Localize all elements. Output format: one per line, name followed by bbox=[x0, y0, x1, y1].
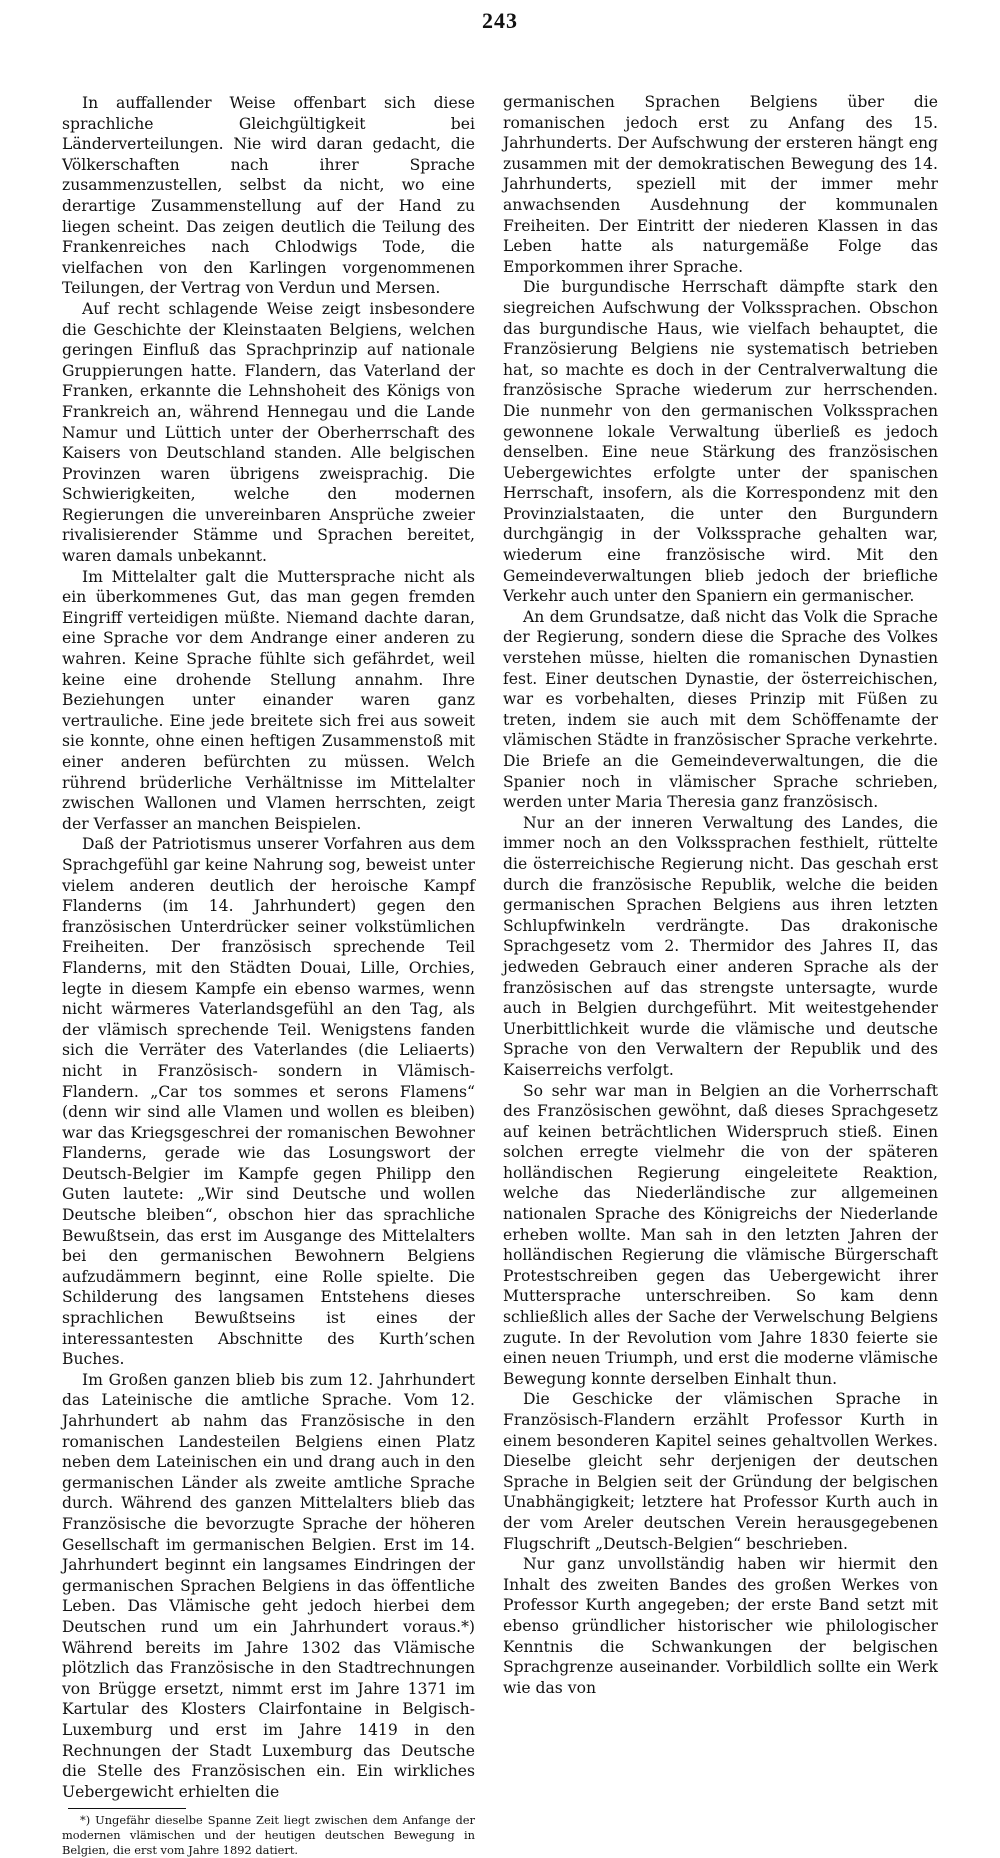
paragraph: Die burgundische Herrschaft dämpfte stark den siegreichen Aufschwung der Volkssprachen. Obschon das burgundische Haus, wie vielfach behauptet, die Französierung Belgiens nie systematisch betrieben hat, so machte es doch in der Centralverwaltung die französische Sprache wiederum zur herrschenden. Die nunmehr von den germanischen Volkssprachen gewonnene lokale Verwaltung überließ es jedoch denselben. Eine neue Stärkung des französischen Uebergewichtes erfolgte unter der spanischen Herrschaft, insofern, als die Korrespondenz mit den Provinzialstaaten, die unter den Burgundern durchgängig in der Volkssprache gehalten war, wiederum eine französische wird. Mit den Gemeindeverwaltungen blieb jedoch der briefliche Verkehr auch unter den Spaniern ein germanischer. bbox=[503, 278, 938, 606]
paragraph: Nur an der inneren Verwaltung des Landes, die immer noch an den Volkssprachen festhielt, rüttelte die österreichische Regierung nicht. Das geschah erst durch die französische Republik, welche die beiden germanischen Sprachen Belgiens aus ihren letzten Schlupfwinkeln verdrängte. Das drakonische Sprachgesetz vom 2. Thermidor des Jahres II, das jedweden Gebrauch einer anderen Sprache als der französischen auf das strengste untersagte, wurde auch in Belgien durchgeführt. Mit weitestgehender Unerbittlichkeit wurde die vlämische und deutsche Sprache von den Verwaltern der Republik und des Kaiserreichs verfolgt. bbox=[503, 813, 938, 1079]
paragraph: Auf recht schlagende Weise zeigt insbesondere die Geschichte der Kleinstaaten Belgiens, welchen geringen Einfluß das Sprachprinzip auf nationale Gruppierungen hatte. Flandern, das Vaterland der Franken, erkannte die Lehnshoheit des Königs von Frankreich an, während Hennegau und die Lande Namur und Lüttich unter der Oberherrschaft des Kaisers von Deutschland standen. Alle belgischen Provinzen waren übrigens zweisprachig. Die Schwierigkeiten, welche den modernen Regierungen die unvereinbaren Ansprüche zweier rivalisierender Stämme und Sprachen bereitet, waren damals unbekannt. bbox=[62, 299, 475, 566]
paragraph: Im Großen ganzen blieb bis zum 12. Jahrhundert das Lateinische die amtliche Sprache. Vom 12. Jahrhundert ab nahm das Französische in den romanischen Landesteilen Belgiens einen Platz neben dem Lateinischen ein und drang auch in den germanischen Länder als zweite amtliche Sprache durch. Während des ganzen Mittelalters blieb das Französische die bevorzugte Sprache der höheren Gesellschaft im germanischen Belgien. Erst im 14. Jahrhundert beginnt ein langsames Eindringen der germanischen Sprachen Belgiens in das öffentliche Leben. Das Vlämische geht jedoch hierbei dem Deutschen rund um ein Jahrhundert voraus.*) Während bereits im Jahre 1302 das Vlämische plötzlich das Französische in den Stadtrechnungen von Brügge ersetzt, nimmt erst im Jahre 1371 im Kartular des Klosters Clairfontaine in Belgisch-Luxemburg und erst im Jahre 1419 in den Rechnungen der Stadt Luxemburg das Deutsche die Stelle des Französischen ein. Ein wirkliches Uebergewicht erhielten die bbox=[62, 1370, 475, 1801]
footnote: *) Ungefähr dieselbe Spanne Zeit liegt zwischen dem Anfange der modernen vlämischen und der heutigen deutschen Bewegung in Belgien, die erst vom Jahre 1892 datiert. bbox=[62, 1813, 475, 1858]
paragraph: Die Geschicke der vlämischen Sprache in Französisch-Flandern erzählt Professor Kurth in einem besonderen Kapitel seines gehaltvollen Werkes. Dieselbe gleicht sehr derjenigen der deutschen Sprache in Belgien seit der Gründung der belgischen Unabhängigkeit; letztere hat Professor Kurth auch in der vom Areler deutschen Verein herausgegebenen Flugschrift „Deutsch-Belgien“ beschrieben. bbox=[503, 1390, 938, 1553]
right-column bbox=[503, 92, 938, 1698]
paragraph: So sehr war man in Belgien an die Vorherrschaft des Französischen gewöhnt, daß dieses Sprachgesetz auf keinen beträchtlichen Widerspruch stieß. Einen solchen erregte vielmehr die von der späteren holländischen Regierung eingeleitete Reaktion, welche das Niederländische zur allgemeinen nationalen Sprache des Königreichs der Niederlande erheben wollte. Man sah in den letzten Jahren der holländischen Regierung die vlämische Bürgerschaft Protestschreiben gegen das Uebergewicht ihrer Muttersprache unterschreiben. So kam denn schließlich alles der Sache der Verwelschung Belgiens zugute. In der Revolution vom Jahre 1830 feierte sie einen neuen Triumph, und erst die moderne vlämische Bewegung konnte derselben Einhalt thun. bbox=[503, 1081, 938, 1388]
left-column bbox=[62, 93, 475, 1858]
footnote-divider bbox=[68, 1808, 186, 1809]
page-number: 243 bbox=[482, 8, 518, 33]
paragraph: Im Mittelalter galt die Muttersprache nicht als ein überkommenes Gut, das man gegen fremden Eingriff verteidigen müßte. Niemand dachte daran, eine Sprache vor dem Andrange einer anderen zu wahren. Keine Sprache fühlte sich gefährdet, weil keine eine drohende Stellung annahm. Ihre Beziehungen unter einander waren ganz vertrauliche. Eine jede breitete sich frei aus soweit sie konnte, ohne einen heftigen Zusammenstoß mit einer anderen befürchten zu müssen. Welch rührend brüderliche Verhältnisse im Mittelalter zwischen Wallonen und Vlamen herrschten, zeigt der Verfasser an manchen Beispielen. bbox=[62, 567, 475, 833]
paragraph: Nur ganz unvollständig haben wir hiermit den Inhalt des zweiten Bandes des großen Werkes von Professor Kurth angegeben; der erste Band setzt mit ebenso gründlicher historischer wie philologischer Kenntnis die Schwankungen der belgischen Sprachgrenze auseinander. Vorbildlich sollte ein Werk wie das von bbox=[503, 1555, 938, 1697]
paragraph: In auffallender Weise offenbart sich diese sprachliche Gleichgültigkeit bei Länderverteilungen. Nie wird daran gedacht, die Völkerschaften nach ihrer Sprache zusammenzustellen, selbst da nicht, wo eine derartige Zusammenstellung auf der Hand zu liegen scheint. Das zeigen deutlich die Teilung des Frankenreiches nach Chlodwigs Tode, die vielfachen von den Karlingen vorgenommenen Teilungen, der Vertrag von Verdun und Mersen. bbox=[62, 94, 475, 298]
paragraph: germanischen Sprachen Belgiens über die romanischen jedoch erst zu Anfang des 15. Jahrhunderts. Der Aufschwung der ersteren hängt eng zusammen mit der demokratischen Bewegung des 14. Jahrhunderts, speziell mit der immer mehr anwachsenden Ausdehnung der kommunalen Freiheiten. Der Eintritt der niederen Klassen in das Leben hatte als naturgemäße Folge das Emporkommen ihrer Sprache. bbox=[503, 93, 938, 276]
paragraph: An dem Grundsatze, daß nicht das Volk die Sprache der Regierung, sondern diese die Sprache des Volkes verstehen müsse, hielten die romanischen Dynastien fest. Einer deutschen Dynastie, der österreichischen, war es vorbehalten, dieses Prinzip mit Füßen zu treten, indem sie auch mit dem Schöffenamte der vlämischen Städte in französischer Sprache verkehrte. Die Briefe an die Gemeindeverwaltungen, die die Spanier noch in vlämischer Sprache schrieben, werden unter Maria Theresia ganz französisch. bbox=[503, 607, 938, 812]
paragraph: Daß der Patriotismus unserer Vorfahren aus dem Sprachgefühl gar keine Nahrung sog, beweist unter vielem anderen deutlich der heroische Kampf Flanderns (im 14. Jahrhundert) gegen den französischen Unterdrücker seiner volkstümlichen Freiheiten. Der französisch sprechende Teil Flanderns, mit den Städten Douai, Lille, Orchies, legte in diesem Kampfe ein ebenso warmes, wenn nicht wärmeres Vaterlandsgefühl an den Tag, als der vlämisch sprechende Teil. Wenigstens fanden sich die Verräter des Vaterlandes (die Leliaerts) nicht in Französisch- sondern in Vlämisch-Flandern. „Car tos sommes et serons Flamens“ (denn wir sind alle Vlamen und wollen es bleiben) war das Kriegsgeschrei der romanischen Bewohner Flanderns, gerade wie das Losungswort der Deutsch-Belgier im Kampfe gegen Philipp den Guten lautete: „Wir sind Deutsche und wollen Deutsche bleiben“, obschon hier das sprachliche Bewußtsein, das erst im Ausgange des Mittelalters bei den germanischen Bewohnern Belgiens aufzudämmern beginnt, eine Rolle spielte. Die Schilderung des langsamen Entstehens dieses sprachlichen Bewußtseins ist eines der interessantesten Abschnitte des Kurth’schen Buches. bbox=[62, 835, 475, 1369]
